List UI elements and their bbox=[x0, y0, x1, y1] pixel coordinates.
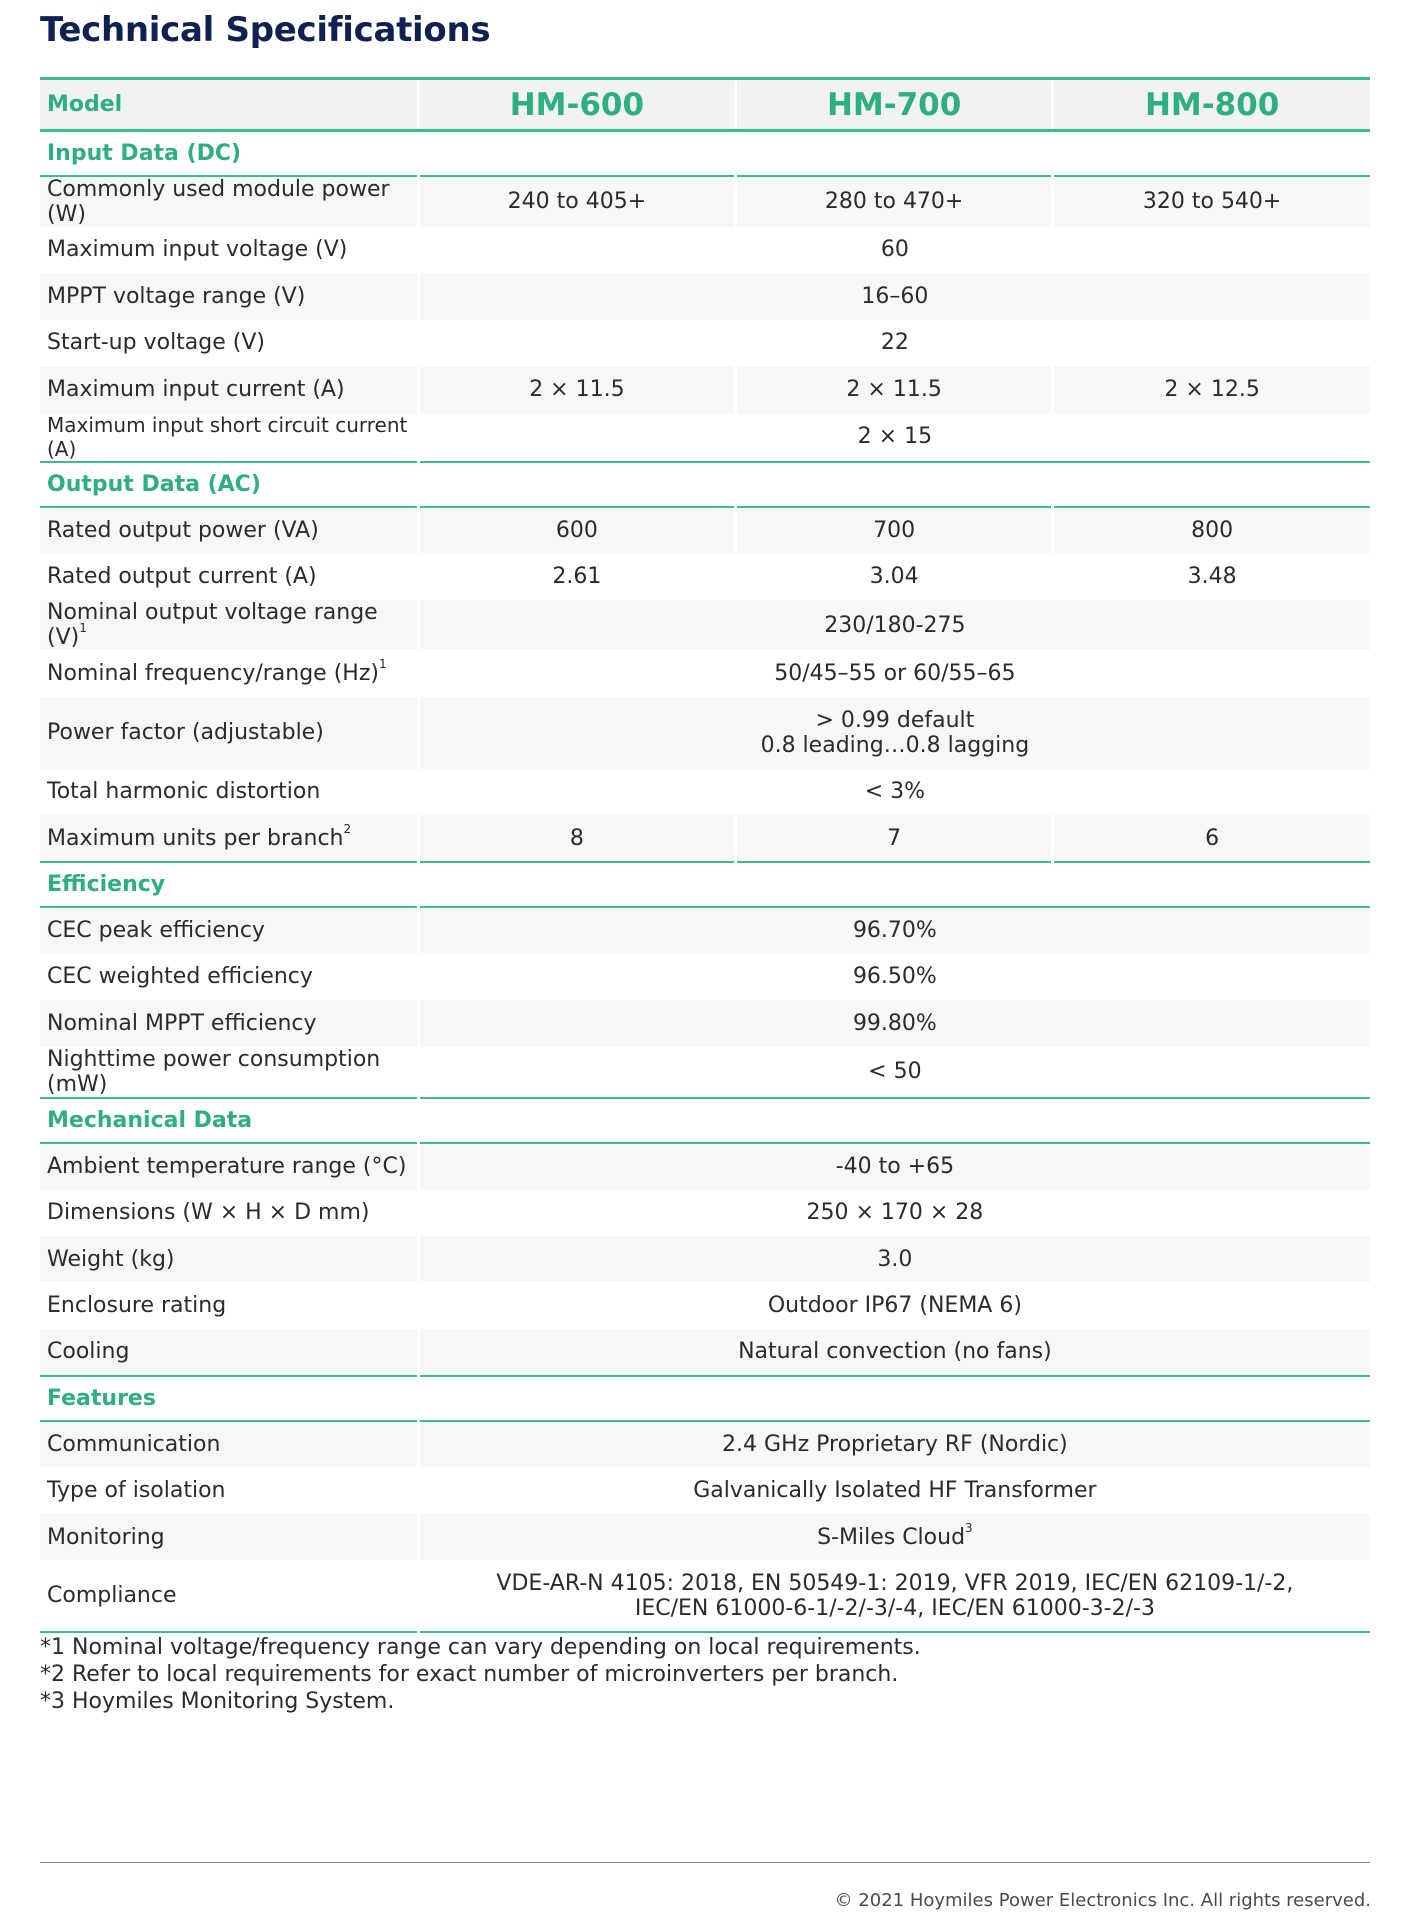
row-value: Natural convection (no fans) bbox=[418, 1329, 1370, 1376]
row-label: Cooling bbox=[40, 1329, 418, 1376]
row-value: 96.70% bbox=[418, 907, 1370, 954]
row-label: Compliance bbox=[40, 1560, 418, 1632]
row-value: 6 bbox=[1053, 815, 1370, 862]
footnote: *1 Nominal voltage/frequency range can vary depending on local requirements. bbox=[40, 1635, 921, 1660]
table-row bbox=[40, 176, 1370, 227]
row-label: Type of isolation bbox=[47, 1477, 226, 1503]
footnote-marker: 2 bbox=[343, 821, 352, 836]
model-header-row bbox=[40, 79, 1370, 131]
section-title: Efficiency bbox=[40, 862, 1370, 907]
footnote-marker: 3 bbox=[965, 1520, 973, 1535]
row-value: 2 × 11.5 bbox=[418, 366, 735, 413]
table-row bbox=[40, 366, 1370, 413]
row-value: 320 to 540+ bbox=[1053, 176, 1370, 227]
row-value-cell bbox=[418, 1560, 1370, 1632]
model-name: HM-800 bbox=[1053, 79, 1370, 131]
row-label-cell bbox=[40, 815, 418, 862]
row-label: CEC peak efficiency bbox=[40, 907, 418, 954]
section-header-input bbox=[40, 131, 1370, 176]
footnote-marker: 1 bbox=[79, 621, 87, 636]
table-row bbox=[40, 1282, 1370, 1329]
row-value-cell bbox=[418, 1514, 1370, 1561]
row-value: 3.48 bbox=[1053, 553, 1370, 600]
row-value: 2 × 15 bbox=[418, 413, 1370, 462]
section-title: Output Data (AC) bbox=[40, 462, 1370, 507]
row-label: Ambient temperature range (°C) bbox=[40, 1143, 418, 1190]
row-label: Power factor (adjustable) bbox=[40, 697, 418, 769]
footnote: *2 Refer to local requirements for exact number of microinverters per branch. bbox=[40, 1662, 899, 1687]
table-row bbox=[40, 553, 1370, 600]
row-label: CEC weighted efficiency bbox=[47, 964, 313, 990]
row-label: Weight (kg) bbox=[40, 1236, 418, 1283]
row-label: Maximum input voltage (V) bbox=[47, 237, 348, 263]
section-header-efficiency bbox=[40, 862, 1370, 907]
row-value: 3.0 bbox=[418, 1236, 1370, 1283]
row-value: 60 bbox=[418, 227, 1370, 274]
model-header-label: Model bbox=[40, 79, 418, 131]
table-row bbox=[40, 1189, 1370, 1236]
table-row bbox=[40, 650, 1370, 697]
row-label: Nominal MPPT efficiency bbox=[40, 1000, 418, 1047]
row-label-cell bbox=[40, 650, 418, 697]
table-row bbox=[40, 953, 1370, 1000]
row-value: > 0.99 default bbox=[815, 707, 975, 733]
table-row bbox=[40, 320, 1370, 367]
page-title: Technical Specifications bbox=[40, 10, 491, 50]
row-value: 700 bbox=[736, 507, 1053, 554]
row-value: 240 to 405+ bbox=[418, 176, 735, 227]
table-row bbox=[40, 1560, 1370, 1632]
row-value-cell bbox=[418, 697, 1370, 769]
spec-table bbox=[40, 77, 1370, 1633]
row-value: 250 × 170 × 28 bbox=[418, 1189, 1370, 1236]
row-label: Total harmonic distortion bbox=[47, 779, 321, 805]
row-value: 96.50% bbox=[418, 953, 1370, 1000]
section-header-features bbox=[40, 1376, 1370, 1421]
row-label: Dimensions (W × H × D mm) bbox=[47, 1200, 370, 1226]
section-title: Features bbox=[40, 1376, 1370, 1421]
row-value: 280 to 470+ bbox=[736, 176, 1053, 227]
row-value: IEC/EN 61000-6-1/-2/-3/-4, IEC/EN 61000-3-2/-3 bbox=[634, 1595, 1155, 1621]
copyright-notice: © 2021 Hoymiles Power Electronics Inc. All rights reserved. bbox=[834, 1890, 1371, 1911]
model-name: HM-600 bbox=[418, 79, 735, 131]
footnote: *3 Hoymiles Monitoring System. bbox=[40, 1689, 395, 1714]
row-value: 2.61 bbox=[418, 553, 735, 600]
table-row bbox=[40, 1514, 1370, 1561]
row-label: Rated output current (A) bbox=[47, 564, 317, 590]
model-name: HM-700 bbox=[736, 79, 1053, 131]
row-label: Maximum input short circuit current (A) bbox=[40, 413, 418, 462]
row-value: 600 bbox=[418, 507, 735, 554]
table-row bbox=[40, 1143, 1370, 1190]
footnote-marker: 1 bbox=[378, 656, 387, 671]
table-row bbox=[40, 1236, 1370, 1283]
row-label: Communication bbox=[40, 1421, 418, 1468]
row-label: Nighttime power consumption (mW) bbox=[40, 1047, 418, 1098]
table-row bbox=[40, 1329, 1370, 1376]
table-row bbox=[40, 907, 1370, 954]
section-header-mechanical bbox=[40, 1098, 1370, 1143]
footnotes bbox=[40, 1634, 1370, 1715]
row-value: S-Miles Cloud bbox=[817, 1524, 966, 1550]
row-value: < 3% bbox=[418, 769, 1370, 816]
row-value: Outdoor IP67 (NEMA 6) bbox=[418, 1282, 1370, 1329]
table-row bbox=[40, 1047, 1370, 1098]
row-label: Monitoring bbox=[40, 1514, 418, 1561]
row-value: 2 × 12.5 bbox=[1053, 366, 1370, 413]
row-label: Enclosure rating bbox=[47, 1293, 227, 1319]
row-value: 22 bbox=[418, 320, 1370, 367]
row-label: Nominal output voltage range (V) bbox=[47, 600, 378, 651]
table-row bbox=[40, 273, 1370, 320]
row-label: Start-up voltage (V) bbox=[47, 330, 265, 356]
table-row bbox=[40, 815, 1370, 862]
row-label: Maximum units per branch bbox=[47, 825, 344, 851]
row-value: 2 × 11.5 bbox=[736, 366, 1053, 413]
section-title: Input Data (DC) bbox=[40, 131, 1370, 176]
table-row bbox=[40, 1000, 1370, 1047]
row-label: MPPT voltage range (V) bbox=[40, 273, 418, 320]
table-row bbox=[40, 769, 1370, 816]
row-label: Nominal frequency/range (Hz) bbox=[47, 660, 379, 686]
table-row bbox=[40, 600, 1370, 650]
row-value: 99.80% bbox=[418, 1000, 1370, 1047]
row-label-cell bbox=[40, 600, 418, 650]
row-label: Maximum input current (A) bbox=[40, 366, 418, 413]
section-title: Mechanical Data bbox=[40, 1098, 1370, 1143]
section-header-output bbox=[40, 462, 1370, 507]
table-row bbox=[40, 413, 1370, 462]
row-label: Rated output power (VA) bbox=[40, 507, 418, 554]
row-value: 800 bbox=[1053, 507, 1370, 554]
row-value: Galvanically Isolated HF Transformer bbox=[418, 1467, 1370, 1514]
row-value: 0.8 leading…0.8 lagging bbox=[760, 732, 1030, 758]
table-row bbox=[40, 1467, 1370, 1514]
table-row bbox=[40, 697, 1370, 769]
row-value: < 50 bbox=[418, 1047, 1370, 1098]
row-value: VDE-AR-N 4105: 2018, EN 50549-1: 2019, VFR 2019, IEC/EN 62109-1/-2, bbox=[496, 1570, 1294, 1596]
table-row bbox=[40, 227, 1370, 274]
row-value: 50/45–55 or 60/55–65 bbox=[418, 650, 1370, 697]
row-label: Commonly used module power (W) bbox=[40, 176, 418, 227]
row-value: 16–60 bbox=[418, 273, 1370, 320]
table-row bbox=[40, 1421, 1370, 1468]
row-value: 3.04 bbox=[736, 553, 1053, 600]
row-value: 2.4 GHz Proprietary RF (Nordic) bbox=[418, 1421, 1370, 1468]
row-value: 7 bbox=[736, 815, 1053, 862]
row-value: 8 bbox=[418, 815, 735, 862]
footer-divider bbox=[40, 1862, 1370, 1863]
row-value: 230/180-275 bbox=[418, 600, 1370, 650]
table-row bbox=[40, 507, 1370, 554]
row-value: -40 to +65 bbox=[418, 1143, 1370, 1190]
